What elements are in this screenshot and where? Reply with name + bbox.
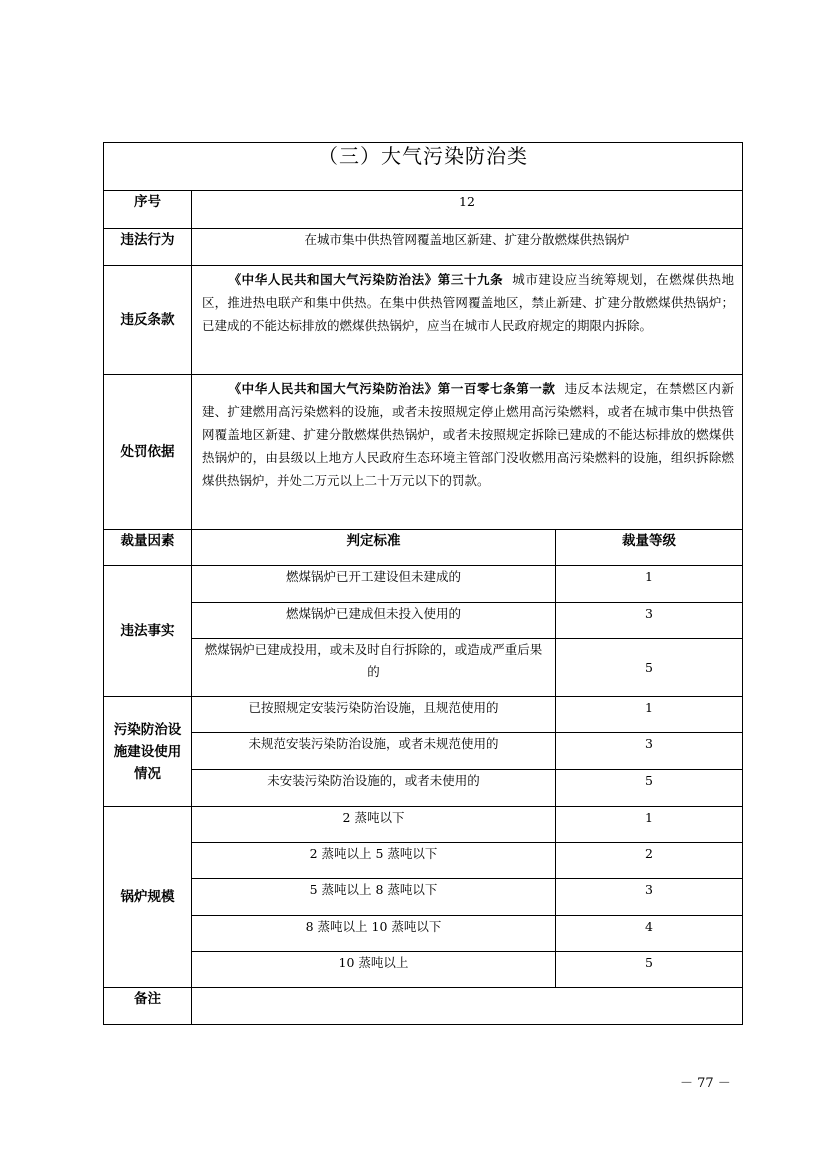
remarks-row <box>104 988 743 1025</box>
penalty-basis-row <box>104 375 743 530</box>
criteria-cell: 2 蒸吨以下 <box>192 807 556 843</box>
header-criteria: 判定标准 <box>192 530 556 566</box>
penalty-basis-law-ref: 《中华人民共和国大气污染防治法》第一百零七条第一款 <box>228 381 556 396</box>
violation-row <box>104 229 743 266</box>
level-cell: 3 <box>556 879 743 916</box>
table-row <box>104 843 743 879</box>
violated-clause-law-ref: 《中华人民共和国大气污染防治法》第三十九条 <box>228 272 504 287</box>
violated-clause-label: 违反条款 <box>104 266 192 375</box>
header-row <box>104 530 743 566</box>
remarks-label: 备注 <box>104 988 192 1025</box>
serial-row <box>104 191 743 229</box>
violation-label: 违法行为 <box>104 229 192 266</box>
header-factor: 裁量因素 <box>104 530 192 566</box>
page-number: － 77 － <box>680 1076 731 1091</box>
penalty-basis-text: 违反本法规定，在禁燃区内新建、扩建燃用高污染燃料的设施，或者未按照规定停止燃用高污染燃料，或者在城市集中供热管网覆盖地区新建、扩建分散燃煤供热锅炉，或者未按照规定拆除已建成的不能达标排放的燃煤供热锅炉的，由县级以上地方人民政府生态环境主管部门没收燃用高污染燃料的设施，组织拆除燃煤供热锅炉，并处二万元以上二十万元以下的罚款。 <box>202 381 735 488</box>
level-cell: 5 <box>556 639 743 697</box>
title-row <box>104 143 743 191</box>
criteria-cell: 已按照规定安装污染防治设施，且规范使用的 <box>192 697 556 733</box>
serial-value: 12 <box>192 191 743 229</box>
level-cell: 1 <box>556 807 743 843</box>
level-cell: 4 <box>556 916 743 952</box>
criteria-cell: 未安装污染防治设施的，或者未使用的 <box>192 770 556 807</box>
table-row <box>104 952 743 988</box>
criteria-cell: 5 蒸吨以上 8 蒸吨以下 <box>192 879 556 916</box>
penalty-basis-label: 处罚依据 <box>104 375 192 530</box>
table-row <box>104 639 743 697</box>
table-row <box>104 879 743 916</box>
level-cell: 5 <box>556 770 743 807</box>
criteria-cell: 未规范安装污染防治设施，或者未规范使用的 <box>192 733 556 770</box>
factor-pollution-facilities: 污染防治设施建设使用情况 <box>104 697 192 807</box>
criteria-cell: 8 蒸吨以上 10 蒸吨以下 <box>192 916 556 952</box>
table-row <box>104 603 743 639</box>
level-cell: 3 <box>556 603 743 639</box>
level-cell: 3 <box>556 733 743 770</box>
table-row <box>104 733 743 770</box>
violation-value: 在城市集中供热管网覆盖地区新建、扩建分散燃煤供热锅炉 <box>192 229 743 266</box>
criteria-cell: 燃煤锅炉已建成投用，或未及时自行拆除的，或造成严重后果的 <box>192 639 556 697</box>
criteria-cell: 2 蒸吨以上 5 蒸吨以下 <box>192 843 556 879</box>
table-title: （三）大气污染防治类 <box>104 143 743 191</box>
violated-clause-cell <box>192 266 743 375</box>
violated-clause-text: 城市建设应当统筹规划，在燃煤供热地区，推进热电联产和集中供热。在集中供热管网覆盖地区，禁止新建、扩建分散燃煤供热锅炉；已建成的不能达标排放的燃煤供热锅炉，应当在城市人民政府规定的期限内拆除。 <box>202 272 735 333</box>
serial-label: 序号 <box>104 191 192 229</box>
criteria-cell: 燃煤锅炉已建成但未投入使用的 <box>192 603 556 639</box>
level-cell: 2 <box>556 843 743 879</box>
table-row <box>104 916 743 952</box>
factor-illegal-facts: 违法事实 <box>104 566 192 697</box>
penalty-discretion-table <box>103 142 743 1025</box>
header-level: 裁量等级 <box>556 530 743 566</box>
criteria-cell: 10 蒸吨以上 <box>192 952 556 988</box>
table-row <box>104 770 743 807</box>
level-cell: 1 <box>556 566 743 603</box>
criteria-cell: 燃煤锅炉已开工建设但未建成的 <box>192 566 556 603</box>
penalty-basis-cell <box>192 375 743 530</box>
level-cell: 1 <box>556 697 743 733</box>
remarks-value <box>192 988 743 1025</box>
table-row <box>104 566 743 603</box>
factor-boiler-scale: 锅炉规模 <box>104 807 192 988</box>
level-cell: 5 <box>556 952 743 988</box>
table-row <box>104 807 743 843</box>
violated-clause-row <box>104 266 743 375</box>
table-row <box>104 697 743 733</box>
